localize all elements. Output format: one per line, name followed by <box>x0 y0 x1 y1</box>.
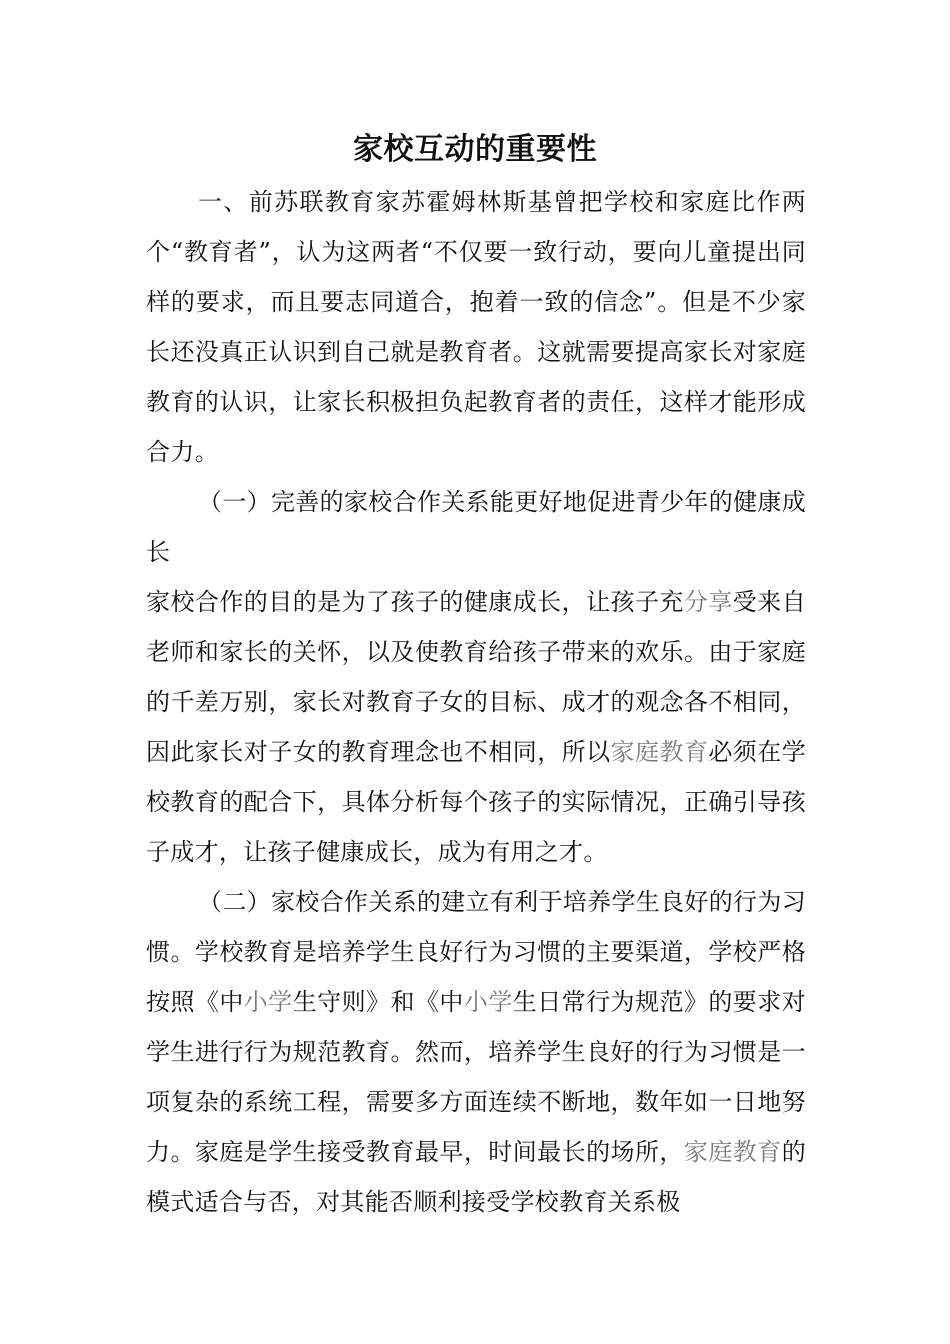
document-body <box>146 177 806 1227</box>
paragraph-text: （一）完善的家校合作关系能更好地促进青少年的健康成长 <box>146 488 806 566</box>
paragraph-text: 生守则》和《中 <box>292 988 464 1016</box>
document-title: 家校互动的重要性 <box>353 132 597 167</box>
paragraph <box>146 877 806 1227</box>
paragraph-text: （二）家校合作关系的建立有利于培养学生良好的行为习惯。学校教育是培养学生良好行为习惯的主要渠道，学校严格按照《中 <box>146 888 806 1016</box>
paragraph-text: 一、前苏联教育家苏霍姆林斯基曾把学校和家庭比作两个“教育者”，认为这两者“不仅要一致行动，要向儿童提出同样的要求，而且要志同道合，抱着一致的信念”。但是不少家长还没真正认识到自己就是教育者。这就需要提高家长对家庭教育的认识，让家长积极担负起教育者的责任，这样才能形成合力。 <box>146 188 806 466</box>
paragraph-text: 生日常行为规范》的要求对学生进行行为规范教育。然而，培养学生良好的行为习惯是一项复杂的系统工程，需要多方面连续不断地，数年如一日地努力。家庭是学生接受教育最早，时间最长的场所， <box>146 988 806 1166</box>
paragraph-text: 受来自老师和家长的关怀，以及使教育给孩子带来的欢乐。由于家庭的千差万别，家长对教育子女的目标、成才的观念各不相同，因此家长对子女的教育理念也不相同，所以 <box>146 588 806 766</box>
inline-link[interactable]: 家庭教育 <box>610 738 709 766</box>
paragraph-text: 的模式适合与否，对其能否顺利接受学校教育关系极 <box>146 1138 806 1216</box>
paragraph-text: 家校合作的目的是为了孩子的健康成长，让孩子充 <box>146 588 684 616</box>
paragraph-text: 必须在学校教育的配合下，具体分析每个孩子的实际情况，正确引导孩子成才，让孩子健康成长，成为有用之才。 <box>146 738 807 866</box>
paragraph <box>146 577 806 877</box>
paragraph <box>146 477 806 577</box>
inline-link[interactable]: 小学 <box>463 988 513 1016</box>
inline-link[interactable]: 家庭教育 <box>683 1138 782 1166</box>
inline-link[interactable]: 小学 <box>243 988 293 1016</box>
inline-link[interactable]: 分享 <box>683 588 733 616</box>
paragraph <box>146 177 806 477</box>
